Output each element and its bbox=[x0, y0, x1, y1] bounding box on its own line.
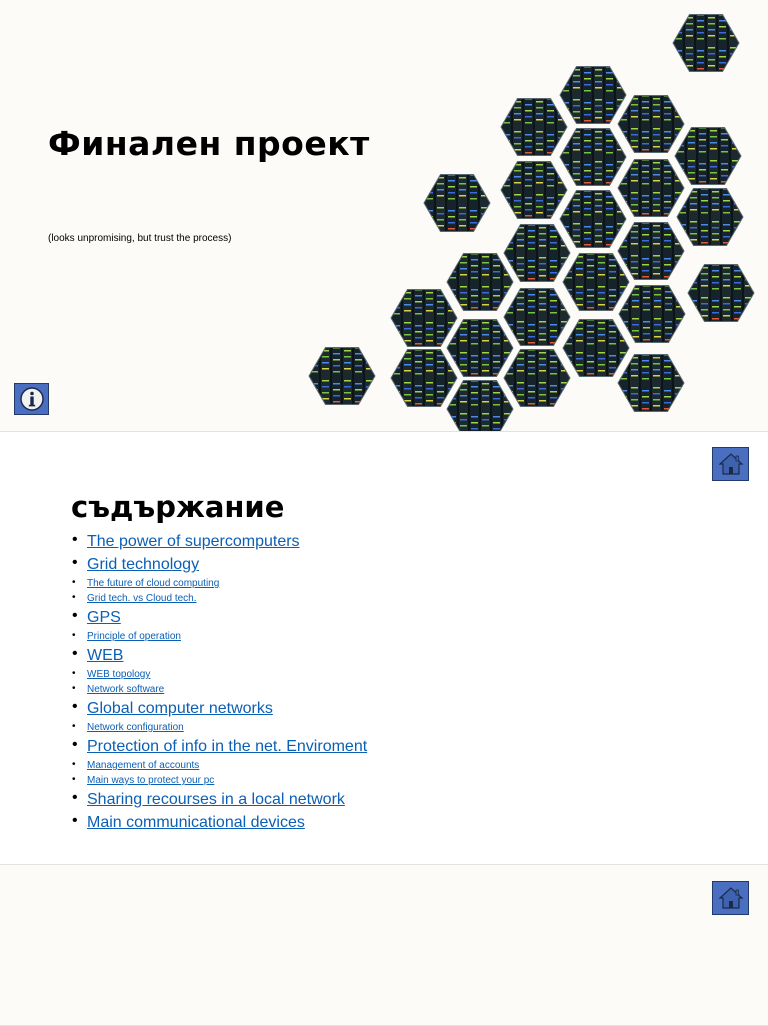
server-hexagon-collage bbox=[0, 0, 768, 431]
contents-item bbox=[72, 629, 367, 644]
server-hexagon bbox=[504, 350, 570, 407]
contents-link[interactable]: Grid tech. vs Cloud tech. bbox=[87, 593, 197, 604]
server-hexagon bbox=[504, 289, 570, 346]
contents-link[interactable]: Principle of operation bbox=[87, 631, 181, 642]
server-hexagon bbox=[447, 254, 513, 311]
contents-item bbox=[72, 773, 367, 788]
home-icon bbox=[718, 452, 744, 476]
slide-subtitle: (looks unpromising, but trust the process) bbox=[48, 233, 232, 244]
server-hexagon bbox=[501, 162, 567, 219]
contents-link[interactable]: WEB bbox=[87, 647, 124, 664]
contents-item bbox=[72, 591, 367, 606]
server-hexagon bbox=[447, 320, 513, 377]
server-hexagon bbox=[688, 265, 754, 322]
server-hexagon bbox=[677, 189, 743, 246]
server-hexagon bbox=[619, 286, 685, 343]
contents-item bbox=[72, 531, 367, 553]
contents-link[interactable]: The future of cloud computing bbox=[87, 578, 220, 589]
contents-item bbox=[72, 645, 367, 667]
server-hexagon bbox=[391, 350, 457, 407]
contents-item bbox=[72, 698, 367, 720]
contents-item bbox=[72, 736, 367, 758]
server-hexagon bbox=[501, 99, 567, 156]
server-hexagon bbox=[560, 191, 626, 248]
contents-item bbox=[72, 789, 367, 811]
contents-item bbox=[72, 758, 367, 773]
contents-item bbox=[72, 667, 367, 682]
contents-link[interactable]: The power of supercomputers bbox=[87, 533, 300, 550]
server-hexagon bbox=[673, 15, 739, 72]
contents-item bbox=[72, 812, 367, 834]
contents-item bbox=[72, 607, 367, 629]
contents-title: съдържание bbox=[71, 490, 285, 524]
server-hexagon bbox=[618, 96, 684, 153]
contents-link[interactable]: Network configuration bbox=[87, 722, 184, 733]
home-icon bbox=[718, 886, 744, 910]
contents-link[interactable]: WEB topology bbox=[87, 669, 151, 680]
server-hexagon bbox=[618, 223, 684, 280]
contents-link[interactable]: Grid technology bbox=[87, 556, 200, 573]
contents-link[interactable]: Sharing recourses in a local network bbox=[87, 791, 345, 808]
contents-link[interactable]: Main ways to protect your pc bbox=[87, 775, 215, 786]
title-slide bbox=[0, 0, 768, 432]
contents-list bbox=[72, 530, 367, 834]
server-hexagon bbox=[391, 290, 457, 347]
contents-link[interactable]: Global computer networks bbox=[87, 700, 273, 717]
server-hexagon bbox=[447, 381, 513, 432]
blank-slide bbox=[0, 864, 768, 1026]
contents-slide bbox=[0, 432, 768, 863]
server-hexagon bbox=[309, 348, 375, 405]
contents-item bbox=[72, 576, 367, 591]
info-icon bbox=[19, 386, 45, 412]
server-hexagon bbox=[563, 320, 629, 377]
contents-link[interactable]: Management of accounts bbox=[87, 760, 200, 771]
contents-link[interactable]: Protection of info in the net. Enviroment bbox=[87, 738, 368, 755]
info-button[interactable] bbox=[14, 383, 49, 415]
server-hexagon bbox=[504, 225, 570, 282]
server-hexagon bbox=[618, 160, 684, 217]
slide-title: Финален проект bbox=[48, 124, 370, 163]
contents-link[interactable]: Main communicational devices bbox=[87, 814, 305, 831]
home-button[interactable] bbox=[712, 881, 749, 915]
server-hexagon bbox=[560, 67, 626, 124]
contents-link[interactable]: GPS bbox=[87, 609, 121, 626]
contents-item bbox=[72, 554, 367, 576]
server-hexagon bbox=[560, 129, 626, 186]
contents-item bbox=[72, 720, 367, 735]
server-hexagon bbox=[563, 254, 629, 311]
server-hexagon bbox=[618, 355, 684, 412]
contents-item bbox=[72, 682, 367, 697]
contents-link[interactable]: Network software bbox=[87, 684, 165, 695]
home-button[interactable] bbox=[712, 447, 749, 481]
server-hexagon bbox=[424, 175, 490, 232]
server-hexagon bbox=[675, 128, 741, 185]
